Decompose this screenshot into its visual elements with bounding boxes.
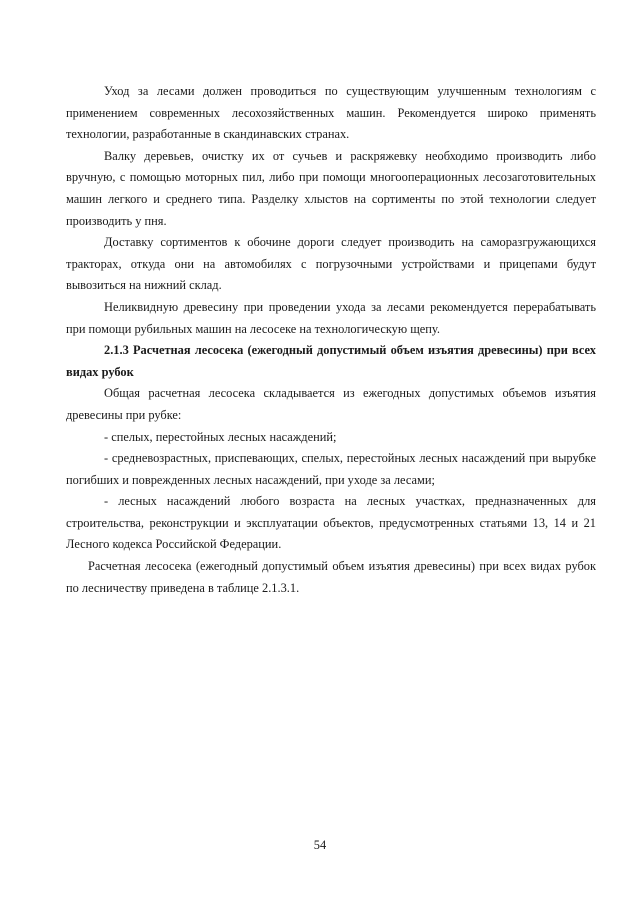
paragraph-non-liquid-wood: Неликвидную древесину при проведении ухода за лесами рекомендуется перерабатывать при помощи рубильных машин на лесосеке на технологическую щепу. xyxy=(66,299,596,336)
page-number: 54 xyxy=(313,838,327,852)
paragraph-table-reference: Расчетная лесосека (ежегодный допустимый объем изъятия древесины) при всех видах рубок по лесничеству приведена в таблице 2.1.3.1. xyxy=(66,559,596,595)
paragraph-forest-care-technology: Уход за лесами должен проводиться по существующим улучшенным технологиям с применением современных лесохозяйственных машин. Рекомендуется широко применять технологии, разработанные в скандинавских странах. xyxy=(66,84,596,142)
paragraph-section-intro: Общая расчетная лесосека складывается из ежегодных допустимых объемов изъятия древесины при рубке: xyxy=(66,386,596,422)
list-item-damaged-stands: - средневозрастных, приспевающих, спелых, перестойных лесных насаждений при вырубке погибших и поврежденных лесных насаждений, при уходе за лесами; xyxy=(66,451,596,487)
paragraph-assortment-delivery: Доставку сортиментов к обочине дороги следует производить на саморазгружающихся тракторах, откуда они на автомобилях с погрузочными устройствами и прицепами будут вывозиться на нижний склад. xyxy=(66,235,596,293)
page-body xyxy=(66,81,596,599)
section-heading: 2.1.3 Расчетная лесосека (ежегодный допустимый объем изъятия древесины) при всех видах рубок xyxy=(66,343,596,379)
list-item-mature-stands: - спелых, перестойных лесных насаждений; xyxy=(104,429,337,444)
paragraph-felling-methods: Валку деревьев, очистку их от сучьев и раскряжевку необходимо производить либо вручную, с помощью моторных пил, либо при помощи многооперационных лесозаготовительных машин легкого и среднего типа. Разделку хлыстов на сортименты по этой технологии следует производить у пня. xyxy=(66,148,596,228)
list-item-construction-areas: - лесных насаждений любого возраста на лесных участках, предназначенных для строительства, реконструкции и эксплуатации объектов, предусмотренных статьями 13, 14 и 21 Лесного кодекса Российской Федерации. xyxy=(66,494,596,552)
